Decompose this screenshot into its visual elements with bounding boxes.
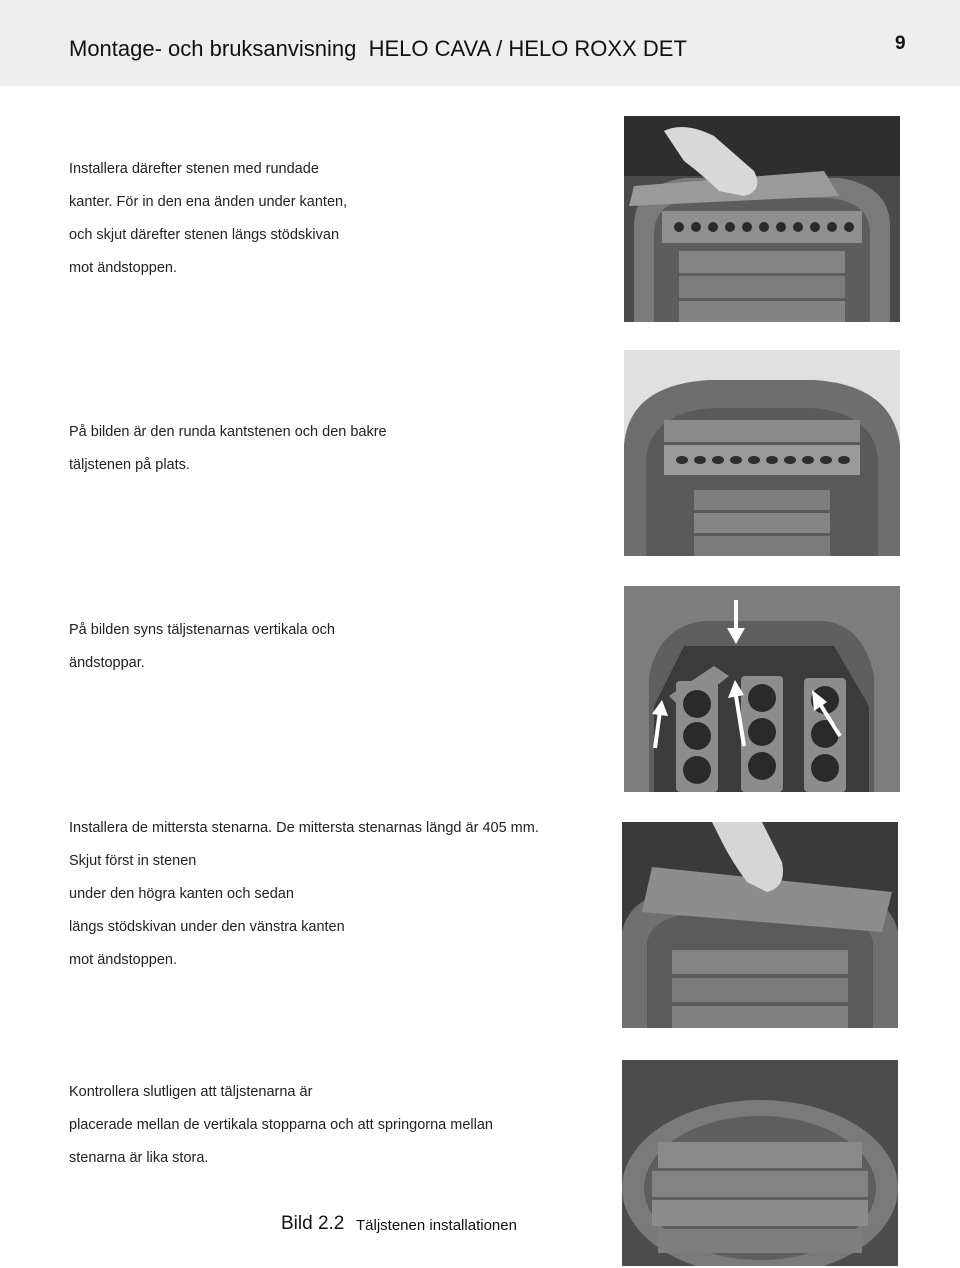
text-line: mot ändstoppen. [69,260,178,276]
step-5-text [69,1082,493,1181]
step-1-text [69,159,347,291]
text-line: placerade mellan de vertikala stopparna och att springorna mellan [69,1117,493,1133]
photo-vertical-end-stops [624,586,900,792]
photo-middle-stones-insert [622,822,898,1028]
text-line: täljstenen på plats. [69,457,190,473]
text-line: Kontrollera slutligen att täljstenarna är [69,1084,313,1100]
text-line: längs stödskivan under den vänstra kanten [69,919,345,935]
photo-edge-stone-in-place [624,350,900,556]
text-line: På bilden syns täljstenarnas vertikala och [69,622,335,638]
step-3-text [69,620,335,686]
photo-final-check [622,1060,898,1266]
figure-caption: Täljstenen installationen [356,1217,517,1234]
text-line: mot ändstoppen. [69,952,178,968]
text-line: stenarna är lika stora. [69,1150,209,1166]
page-header [0,0,960,86]
page-number: 9 [895,33,906,54]
text-line: Installera därefter stenen med rundade [69,161,319,177]
text-line: och skjut därefter stenen längs stödskivan [69,227,340,243]
text-line: kanter. För in den ena änden under kanten, [69,194,348,210]
text-line: ändstoppar. [69,655,145,671]
step-4-text [69,818,539,983]
text-line: under den högra kanten och sedan [69,886,294,902]
step-2-text [69,422,387,488]
photo-rounded-stone-insert [624,116,900,322]
document-title: Montage- och bruksanvisning HELO CAVA / HELO ROXX DET [69,36,687,61]
text-line: På bilden är den runda kantstenen och den bakre [69,424,387,440]
text-line: Skjut först in stenen [69,853,197,869]
figure-label: Bild 2.2 [281,1213,345,1234]
text-line: Installera de mittersta stenarna. De mittersta stenarnas längd är 405 mm. [69,820,539,836]
